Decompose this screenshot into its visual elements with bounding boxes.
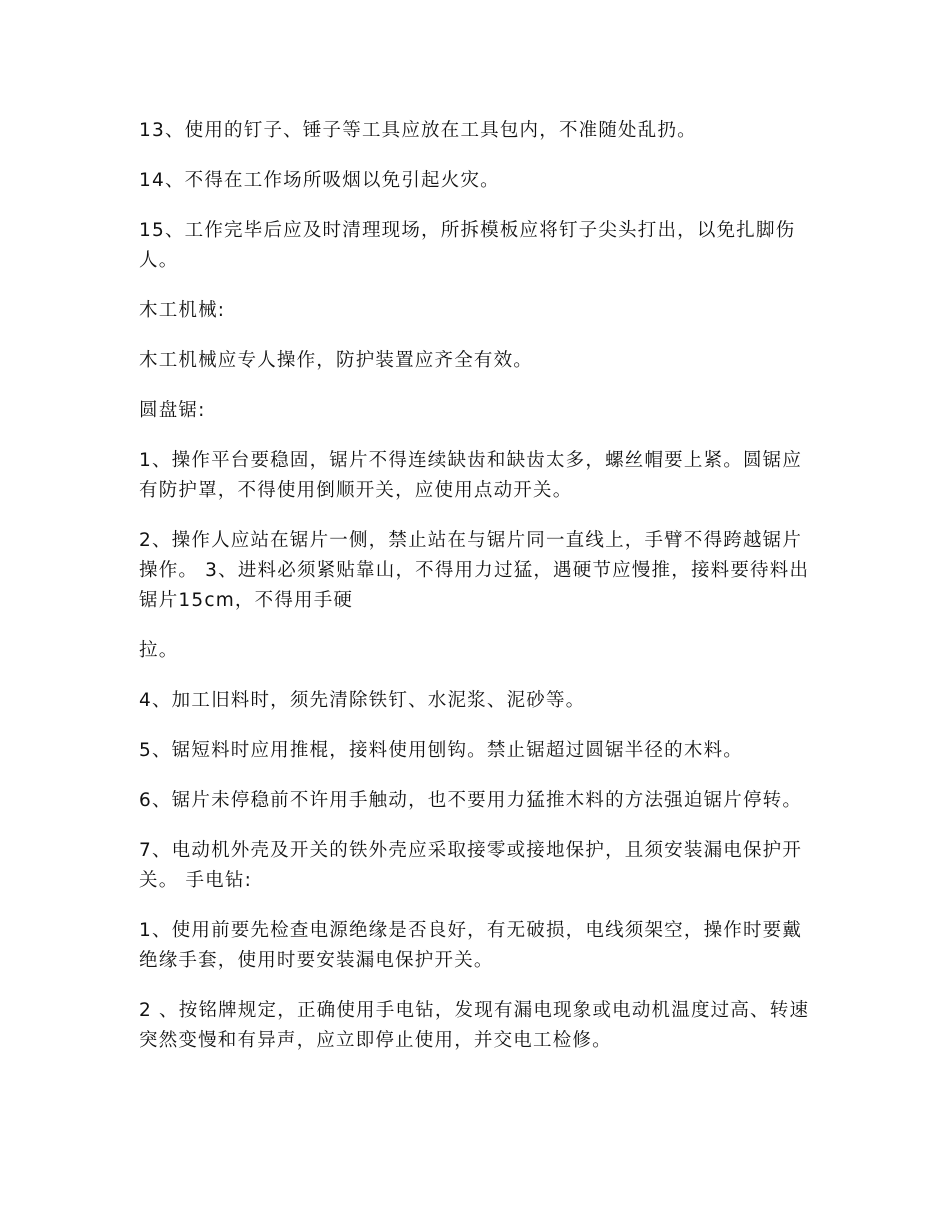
section-heading-circular-saw: 圆盘锯: (139, 400, 206, 421)
document-body (139, 116, 811, 1076)
section-heading-woodworking-machinery: 木工机械: (139, 300, 226, 321)
paragraph-saw-5: 5、锯短料时应用推棍，接料使用刨钩。禁止锯超过圆锯半径的木料。 (139, 740, 743, 761)
paragraph-machinery-operation: 木工机械应专人操作，防护装置应齐全有效。 (139, 350, 534, 371)
paragraph-drill-1: 1、使用前要先检查电源绝缘是否良好，有无破损，电线须架空，操作时要戴绝缘手套，使用时要安装漏电保护开关。 (139, 920, 803, 971)
paragraph-saw-7-and-drill-heading: 7、电动机外壳及开关的铁外壳应采取接零或接地保护，且须安装漏电保护开关。 手电钻: (139, 840, 803, 891)
paragraph-15: 15、工作完毕后应及时清理现场，所拆模板应将钉子尖头打出，以免扎脚伤人。 (139, 220, 796, 271)
paragraph-saw-6: 6、锯片未停稳前不许用手触动，也不要用力猛推木料的方法强迫锯片停转。 (139, 790, 803, 811)
paragraph-saw-1: 1、操作平台要稳固，锯片不得连续缺齿和缺齿太多，螺丝帽要上紧。圆锯应有防护罩，不得使用倒顺开关，应使用点动开关。 (139, 450, 803, 501)
paragraph-saw-2-3: 2、操作人应站在锯片一侧，禁止站在与锯片同一直线上，手臂不得跨越锯片操作。 3、进料必须紧贴靠山，不得用力过猛，遇硬节应慢推，接料要待料出锯片15cm，不得用手硬 (139, 530, 810, 611)
paragraph-14: 14、不得在工作场所吸烟以免引起火灾。 (139, 170, 500, 191)
paragraph-saw-4: 4、加工旧料时，须先清除铁钉、水泥浆、泥砂等。 (139, 690, 586, 711)
paragraph-13: 13、使用的钉子、锤子等工具应放在工具包内，不准随处乱扔。 (139, 120, 697, 141)
paragraph-drill-2: 2 、按铭牌规定，正确使用手电钻，发现有漏电现象或电动机温度过高、转速突然变慢和有异声，应立即停止使用，并交电工检修。 (139, 1000, 810, 1051)
paragraph-saw-3-continued: 拉。 (139, 640, 179, 661)
